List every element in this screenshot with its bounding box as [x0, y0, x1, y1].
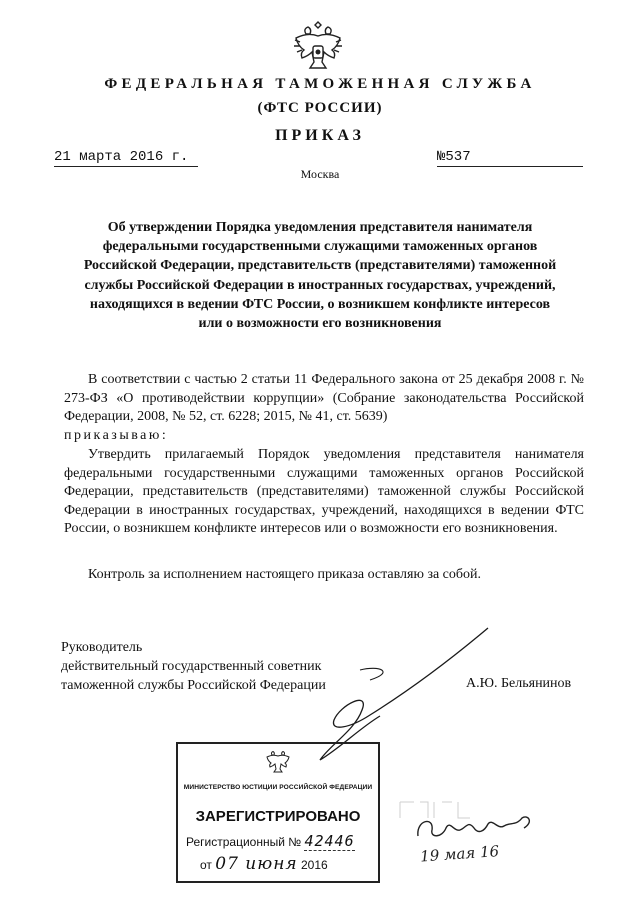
document-title: Об утверждении Порядка уведомления представителя нанимателя федеральными государственными служащими таможенных органов Российской Федерации, представительств (представителями) таможенной службы Российской Федерации в иностранных государствах, учреждений, находящихся в ведении ФТС России, о возникшем конфликте интересов или о возможности его возникновения — [83, 220, 557, 332]
stamp-date — [200, 854, 328, 874]
stamp-date-year: 2016 — [301, 858, 328, 872]
stamp-reg-number: 42446 — [304, 832, 355, 850]
order-date: 21 марта 2016 г. — [54, 149, 198, 167]
signatory-name: А.Ю. Бельянинов — [466, 676, 572, 691]
coat-of-arms-icon — [288, 20, 348, 80]
signatory-line-1: Руководитель — [61, 640, 143, 655]
stamp-registered: ЗАРЕГИСТРИРОВАНО — [195, 808, 361, 825]
handwritten-date: 19 мая 16 — [419, 842, 500, 866]
preamble-text: В соответствии с частью 2 статьи 11 Федерального закона от 25 декабря 2008 г. № 273-ФЗ «О противодействии коррупции» (Собрание законодательства Российской Федерации, 2008, № 52, ст. 6228; 2015, № 41, ст. 5639) — [64, 372, 584, 425]
registration-stamp — [176, 742, 380, 883]
document-type: ПРИКАЗ — [275, 127, 365, 144]
signatory-line-3: таможенной службы Российской Федерации — [61, 678, 326, 693]
signatory-position — [61, 638, 326, 695]
preamble-paragraph — [64, 371, 584, 445]
stamp-registration-number — [186, 832, 355, 850]
stamp-date-prefix: от — [200, 858, 212, 872]
stamp-date-value: 07 июня — [215, 854, 298, 874]
item-2-paragraph: Контроль за исполнением настоящего приказа оставляю за собой. — [88, 567, 482, 582]
city: Москва — [300, 167, 340, 181]
stamp-ministry: МИНИСТЕРСТВО ЮСТИЦИИ РОССИЙСКОЙ ФЕДЕРАЦИИ — [183, 784, 373, 791]
stamp-reg-label: Регистрационный № — [186, 835, 302, 849]
order-number: №537 — [437, 149, 583, 167]
item-1-paragraph: Утвердить прилагаемый Порядок уведомления представителя нанимателя федеральными государственными служащими таможенных органов Российской Федерации, представительств (представителями) таможенной службы Российской Федерации в иностранных государствах, учреждений, находящихся в ведении ФТС России, о возникшем конфликте интересов или о возможности его возникновения. — [64, 447, 584, 537]
coat-of-arms-icon — [263, 748, 293, 778]
order-word: приказываю: — [64, 427, 169, 443]
agency-short-name: (ФТС РОССИИ) — [257, 100, 383, 116]
signatory-line-2: действительный государственный советник — [61, 659, 322, 674]
agency-name: ФЕДЕРАЛЬНАЯ ТАМОЖЕННАЯ СЛУЖБА — [104, 76, 536, 92]
